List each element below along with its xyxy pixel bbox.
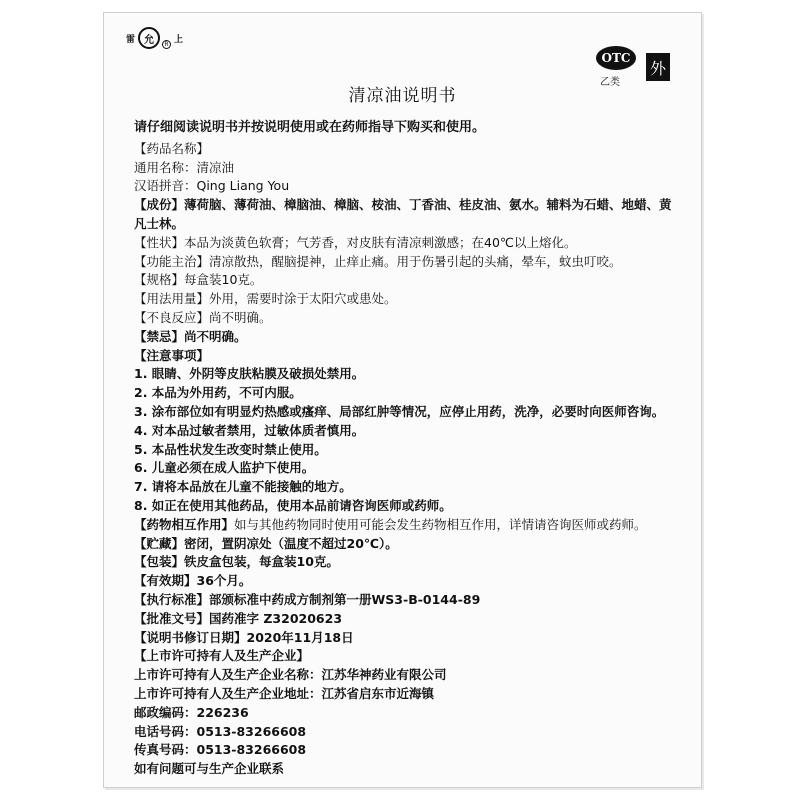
pinyin-name: 汉语拼音：Qing Liang You [134, 178, 290, 194]
postcode: 邮政编码：226236 [134, 704, 249, 720]
page-title: 清凉油说明书 [348, 86, 457, 106]
ingredients-section [134, 196, 674, 234]
approval-section [134, 610, 674, 629]
adverse-section [134, 309, 674, 328]
precaution-item-3: 3. 涂布部位如有明显灼热感或瘙痒、局部红肿等情况，应停止用药，洗净，必要时向医师咨询。 [134, 403, 665, 419]
contra-heading: 【禁忌】 [134, 328, 185, 344]
drug-name-heading: 【药品名称】 [134, 140, 210, 156]
usage-heading: 【用法用量】 [134, 291, 210, 307]
indications-section [134, 253, 674, 272]
fax-number: 传真号码：0513-83266608 [134, 742, 307, 758]
package-heading: 【包装】 [134, 554, 185, 570]
contra-text: 尚不明确。 [184, 328, 247, 344]
instruction-body [134, 119, 674, 779]
package-text: 铁皮盒包装，每盒装10克。 [184, 554, 339, 570]
logo-left-char: 雷 [126, 34, 136, 45]
phone-number: 电话号码：0513-83266608 [134, 723, 307, 739]
package-section [134, 553, 674, 572]
revision-text: 2020年11月18日 [246, 629, 354, 645]
precaution-item-7: 7. 请将本品放在儿童不能接触的地方。 [134, 479, 352, 495]
holder-address: 上市许可持有人及生产企业地址：江苏省启东市近海镇 [134, 685, 435, 701]
interaction-text: 如与其他药物同时使用可能会发生药物相互作用，详情请咨询医师或药师。 [234, 516, 647, 532]
spec-section [134, 271, 674, 290]
holder-heading: 【上市许可持有人及生产企业】 [134, 648, 310, 664]
approval-heading: 【批准文号】 [134, 610, 210, 626]
external-use-badge: 外 [646, 53, 670, 81]
ingredients-heading: 【成份】 [134, 197, 185, 213]
precaution-item-6: 6. 儿童必须在成人监护下使用。 [134, 460, 315, 476]
indications-heading: 【功能主治】 [134, 253, 210, 269]
holder-name: 上市许可持有人及生产企业名称：江苏华神药业有限公司 [134, 667, 447, 683]
logo-mark: 允 [138, 27, 160, 49]
registered-icon: R [162, 40, 171, 49]
validity-text: 36个月。 [196, 573, 252, 589]
contact-note: 如有问题可与生产企业联系 [134, 761, 285, 777]
properties-section [134, 234, 674, 253]
properties-text: 本品为淡黄色软膏；气芳香，对皮肤有清凉刺激感；在40℃以上熔化。 [184, 234, 577, 250]
storage-heading: 【贮藏】 [134, 535, 185, 551]
validity-section [134, 572, 674, 591]
instruction-sheet [103, 12, 702, 788]
approval-text: 国药准字 Z32020623 [209, 610, 343, 626]
interaction-heading: 【药物相互作用】 [134, 516, 235, 532]
interaction-section [134, 516, 674, 535]
revision-heading: 【说明书修订日期】 [134, 629, 247, 645]
adverse-text: 尚不明确。 [209, 309, 272, 325]
standard-section [134, 591, 674, 610]
otc-badge: OTC [596, 46, 636, 70]
validity-heading: 【有效期】 [134, 573, 197, 589]
spec-text: 每盒装10克。 [184, 272, 263, 288]
properties-heading: 【性状】 [134, 234, 185, 250]
reading-warning: 请仔细阅读说明书并按说明使用或在药师指导下购买和使用。 [134, 120, 486, 135]
precaution-item-8: 8. 如正在使用其他药品，使用本品前请咨询医师或药师。 [134, 497, 452, 513]
usage-section [134, 290, 674, 309]
standard-heading: 【执行标准】 [134, 591, 210, 607]
standard-text: 部颁标准中药成方制剂第一册WS3-B-0144-89 [209, 591, 481, 607]
storage-text: 密闭，置阴凉处（温度不超过20℃）。 [184, 535, 398, 551]
precaution-item-2: 2. 本品为外用药，不可内服。 [134, 385, 302, 401]
generic-name: 通用名称：清凉油 [134, 159, 235, 175]
company-logo [126, 27, 183, 49]
ingredients-text: 薄荷脑、薄荷油、樟脑油、樟脑、桉油、丁香油、桂皮油、氨水。辅料为石蜡、地蜡、黄凡士林。 [134, 197, 672, 231]
adverse-heading: 【不良反应】 [134, 309, 210, 325]
logo-right-char: 上 [174, 34, 184, 45]
spec-heading: 【规格】 [134, 272, 185, 288]
indications-text: 清凉散热，醒脑提神，止痒止痛。用于伤暑引起的头痛，晕车，蚊虫叮咬。 [209, 253, 622, 269]
contra-section [134, 328, 674, 347]
usage-text: 外用，需要时涂于太阳穴或患处。 [209, 291, 397, 307]
revision-section [134, 629, 674, 648]
otc-class: 乙类 [600, 77, 620, 88]
precaution-item-5: 5. 本品性状发生改变时禁止使用。 [134, 441, 327, 457]
precaution-item-4: 4. 对本品过敏者禁用，过敏体质者慎用。 [134, 422, 365, 438]
precaution-item-1: 1. 眼睛、外阴等皮肤粘膜及破损处禁用。 [134, 366, 365, 382]
storage-section [134, 535, 674, 554]
precautions-heading: 【注意事项】 [134, 347, 210, 363]
